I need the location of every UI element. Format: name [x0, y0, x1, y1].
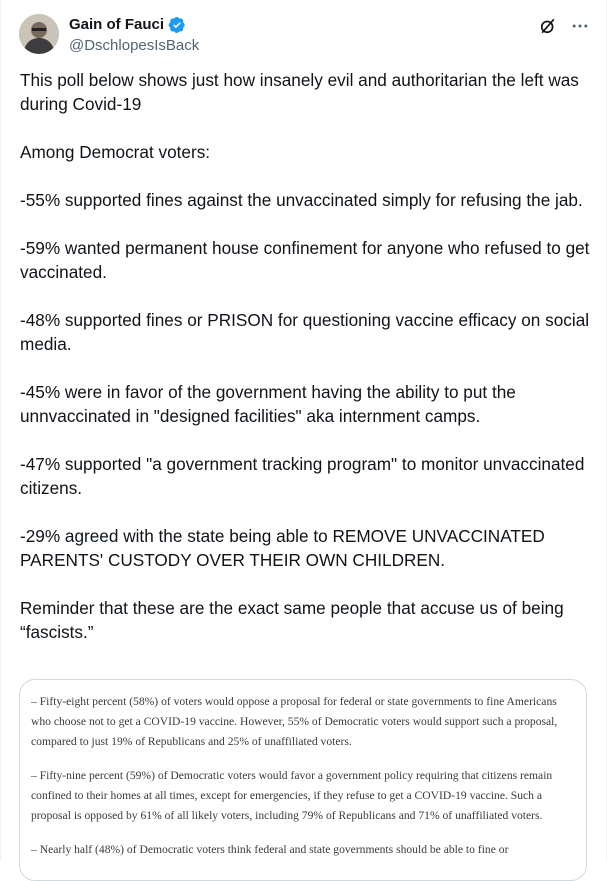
author-names [69, 15, 199, 56]
tweet-header [19, 14, 592, 58]
tweet-paragraph: -48% supported fines or PRISON for questioning vaccine efficacy on social media. [20, 310, 594, 354]
header-actions [538, 16, 590, 36]
tweet-paragraph: Reminder that these are the exact same people that accuse us of being “fascists.” [20, 598, 569, 642]
embed-paragraph: – Fifty-eight percent (58%) of voters would oppose a proposal for federal or state governments to fine Americans who choose not to get a COVID-19 vaccine. However, 55% of Democratic voters would support such a proposal, compared to just 19% of Republicans and 25% of unaffiliated voters. [31, 695, 558, 748]
avatar-photo-icon [19, 14, 59, 54]
tweet-paragraph: -55% supported fines against the unvaccinated simply for refusing the jab. [20, 190, 583, 210]
embed-paragraph: – Fifty-nine percent (59%) of Democratic voters would favor a government policy requiring that citizens remain confined to their homes at all times, except for emergencies, if they refuse to get a COVID-19 vaccine. Such a proposal is opposed by 61% of all likely voters, including 79% of Republicans and 71% of unaffiliated voters. [31, 769, 553, 822]
tweet-paragraph: This poll below shows just how insanely evil and authoritarian the left was during Covid-19 [20, 70, 584, 114]
grok-icon[interactable] [538, 16, 558, 36]
embed-paragraph: – Nearly half (48%) of Democratic voters think federal and state governments should be able to fine or [31, 843, 509, 856]
avatar[interactable] [19, 14, 59, 54]
tweet-paragraph: -47% supported "a government tracking program" to monitor unvaccinated citizens. [20, 454, 590, 498]
author-display-name[interactable]: Gain of Fauci [69, 16, 165, 33]
tweet-paragraph: -29% agreed with the state being able to REMOVE UNVACCINATED PARENTS' CUSTODY OVER THEIR OWN CHILDREN. [20, 526, 550, 570]
verified-badge-icon [168, 16, 186, 34]
embedded-article-text [31, 692, 566, 874]
author-handle[interactable]: @DschlopesIsBack [69, 37, 200, 54]
tweet-body [20, 68, 595, 668]
more-options-icon[interactable] [570, 16, 590, 36]
tweet-paragraph: -59% wanted permanent house confinement for anyone who refused to get vaccinated. [20, 238, 595, 282]
tweet-paragraph: Among Democrat voters: [20, 142, 211, 162]
tweet-paragraph: -45% were in favor of the government having the ability to put the unnvaccinated in "designed facilities" aka internment camps. [20, 382, 521, 426]
embedded-image[interactable] [19, 679, 587, 881]
